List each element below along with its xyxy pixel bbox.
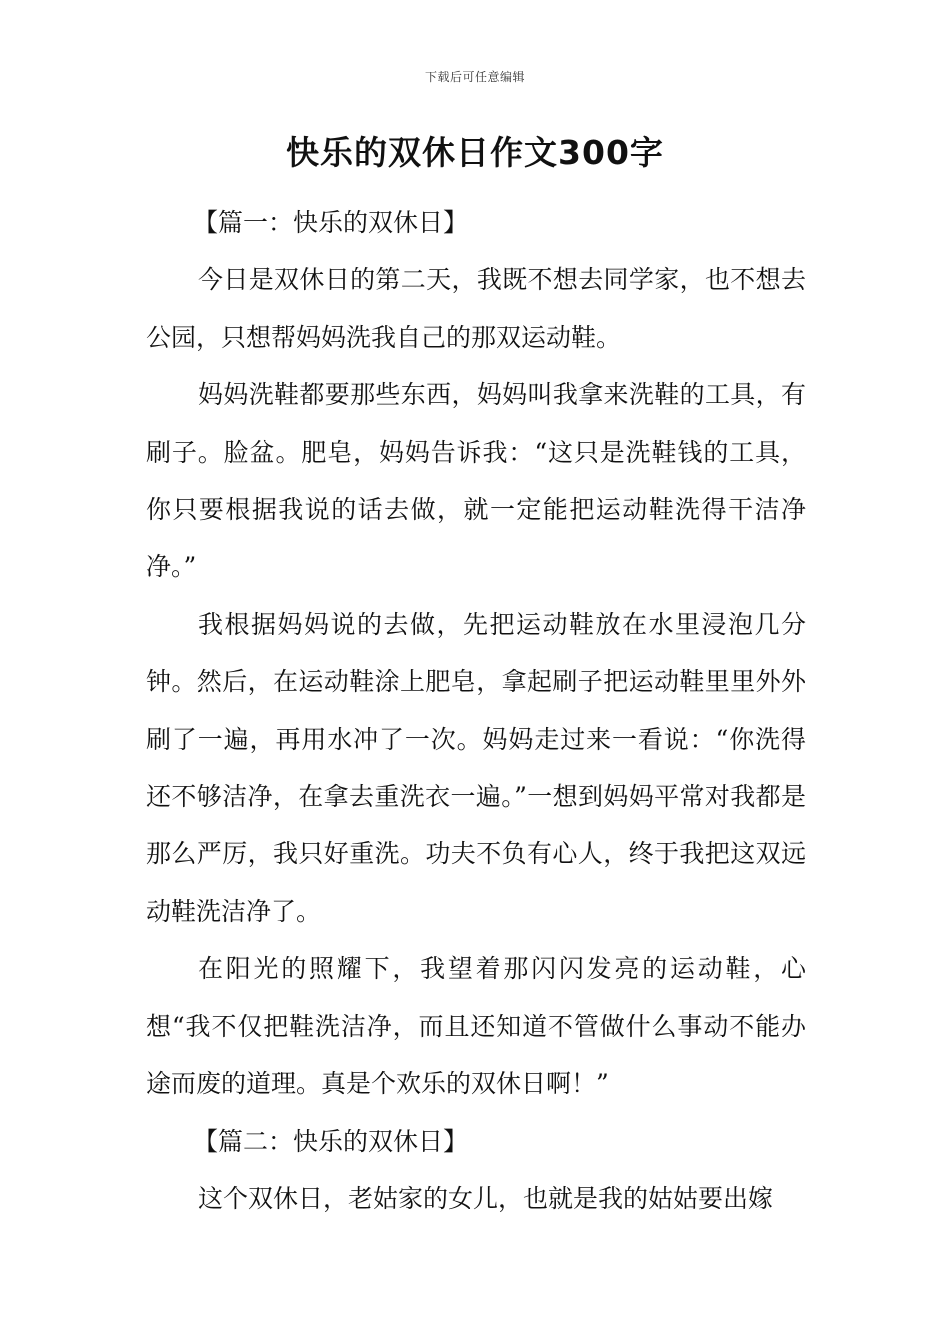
header-note: 下载后可任意编辑 (424, 70, 525, 84)
section-heading: 【篇一：快乐的双休日】 (193, 208, 469, 237)
document-body (146, 194, 806, 1227)
paragraph: 今日是双休日的第二天，我既不想去同学家，也不想去公园，只想帮妈妈洗我自己的那双运动鞋。 (146, 265, 806, 352)
paragraph: 在阳光的照耀下，我望着那闪闪发亮的运动鞋，心想“我不仅把鞋洗洁净，而且还知道不管做什么事动不能办途而废的道理。真是个欢乐的双休日啊！” (146, 954, 806, 1099)
paragraph: 这个双休日，老姑家的女儿，也就是我的姑姑要出嫁 (198, 1183, 774, 1213)
section-heading: 【篇二：快乐的双休日】 (193, 1126, 469, 1156)
document-title: 快乐的双休日作文300字 (286, 133, 664, 172)
paragraph: 妈妈洗鞋都要那些东西，妈妈叫我拿来洗鞋的工具，有刷子。脸盆。肥皂，妈妈告诉我：“这只是洗鞋钱的工具，你只要根据我说的话去做，就一定能把运动鞋洗得干洁净净。” (146, 380, 806, 582)
paragraph: 我根据妈妈说的去做，先把运动鞋放在水里浸泡几分钟。然后，在运动鞋涂上肥皂，拿起刷子把运动鞋里里外外刷了一遍，再用水冲了一次。妈妈走过来一看说：“你洗得还不够洁净，在拿去重洗衣一遍。”一想到妈妈平常对我都是那么严厉，我只好重洗。功夫不负有心人，终于我把这双远动鞋洗洁净了。 (146, 609, 806, 926)
